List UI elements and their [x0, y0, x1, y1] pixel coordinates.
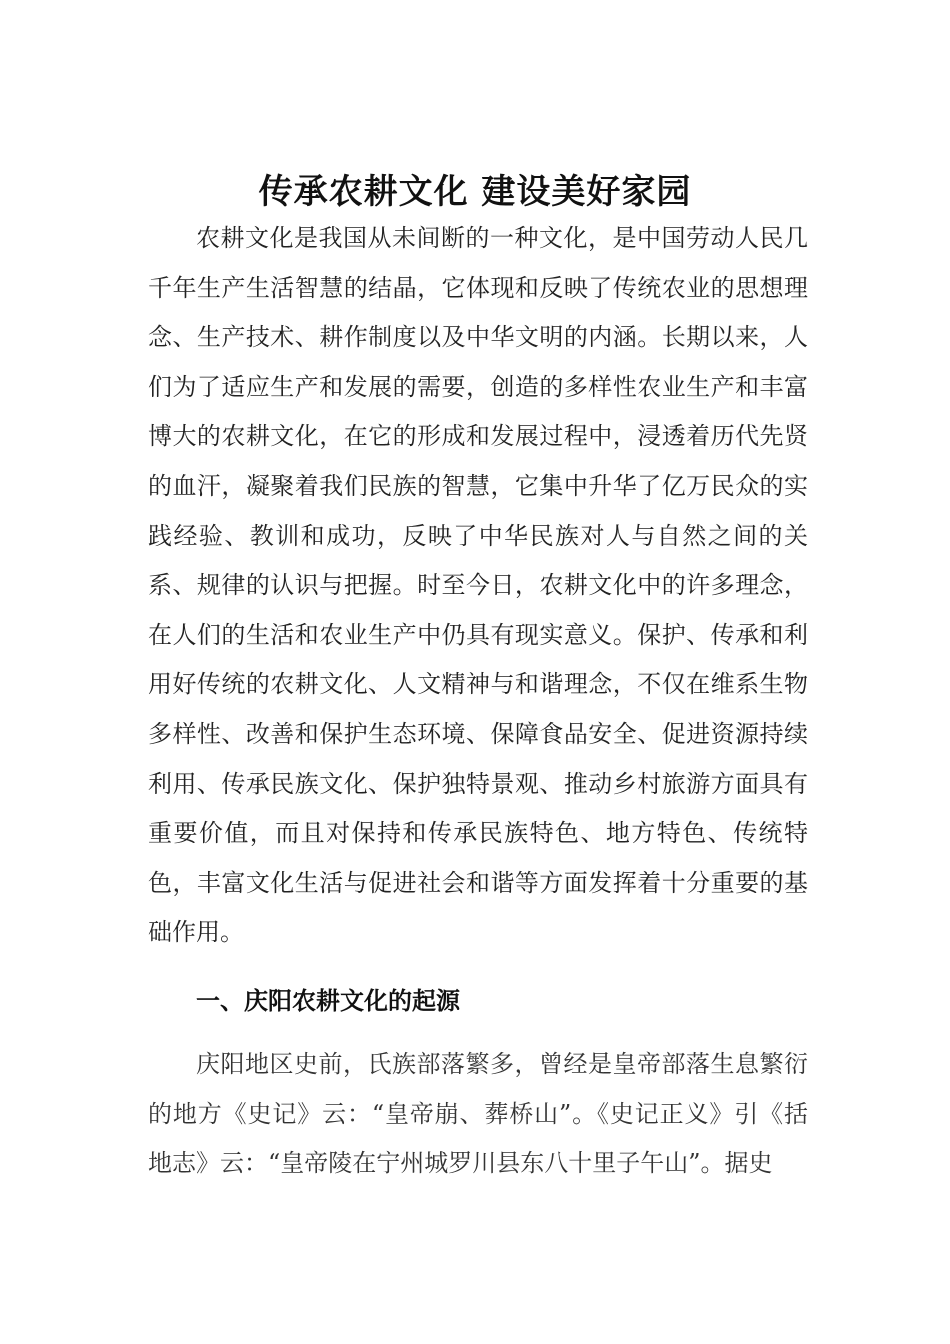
section-paragraph: 庆阳地区史前，氏族部落繁多，曾经是皇帝部落生息繁衍的地方《史记》云：“皇帝崩、葬桥山”。《史记正义》引《括地志》云：“皇帝陵在宁州城罗川县东八十里子午山”。据史 [148, 1050, 808, 1178]
intro-paragraph: 农耕文化是我国从未间断的一种文化，是中国劳动人民几千年生产生活智慧的结晶，它体现和反映了传统农业的思想理念、生产技术、耕作制度以及中华文明的内涵。长期以来，人们为了适应生产和发展的需要，创造的多样性农业生产和丰富博大的农耕文化，在它的形成和发展过程中，浸透着历代先贤的血汗，凝聚着我们民族的智慧，它集中升华了亿万民众的实践经验、教训和成功，反映了中华民族对人与自然之间的关系、规律的认识与把握。时至今日，农耕文化中的许多理念，在人们的生活和农业生产中仍具有现实意义。保护、传承和利用好传统的农耕文化、人文精神与和谐理念，不仅在维系生物多样性、改善和保护生态环境、保障食品安全、促进资源持续利用、传承民族文化、保护独特景观、推动乡村旅游方面具有重要价值，而且对保持和传承民族特色、地方特色、传统特色，丰富文化生活与促进社会和谐等方面发挥着十分重要的基础作用。 [148, 224, 808, 947]
document-title: 传承农耕文化 建设美好家园 [258, 171, 692, 212]
section-heading: 一、庆阳农耕文化的起源 [196, 987, 460, 1015]
